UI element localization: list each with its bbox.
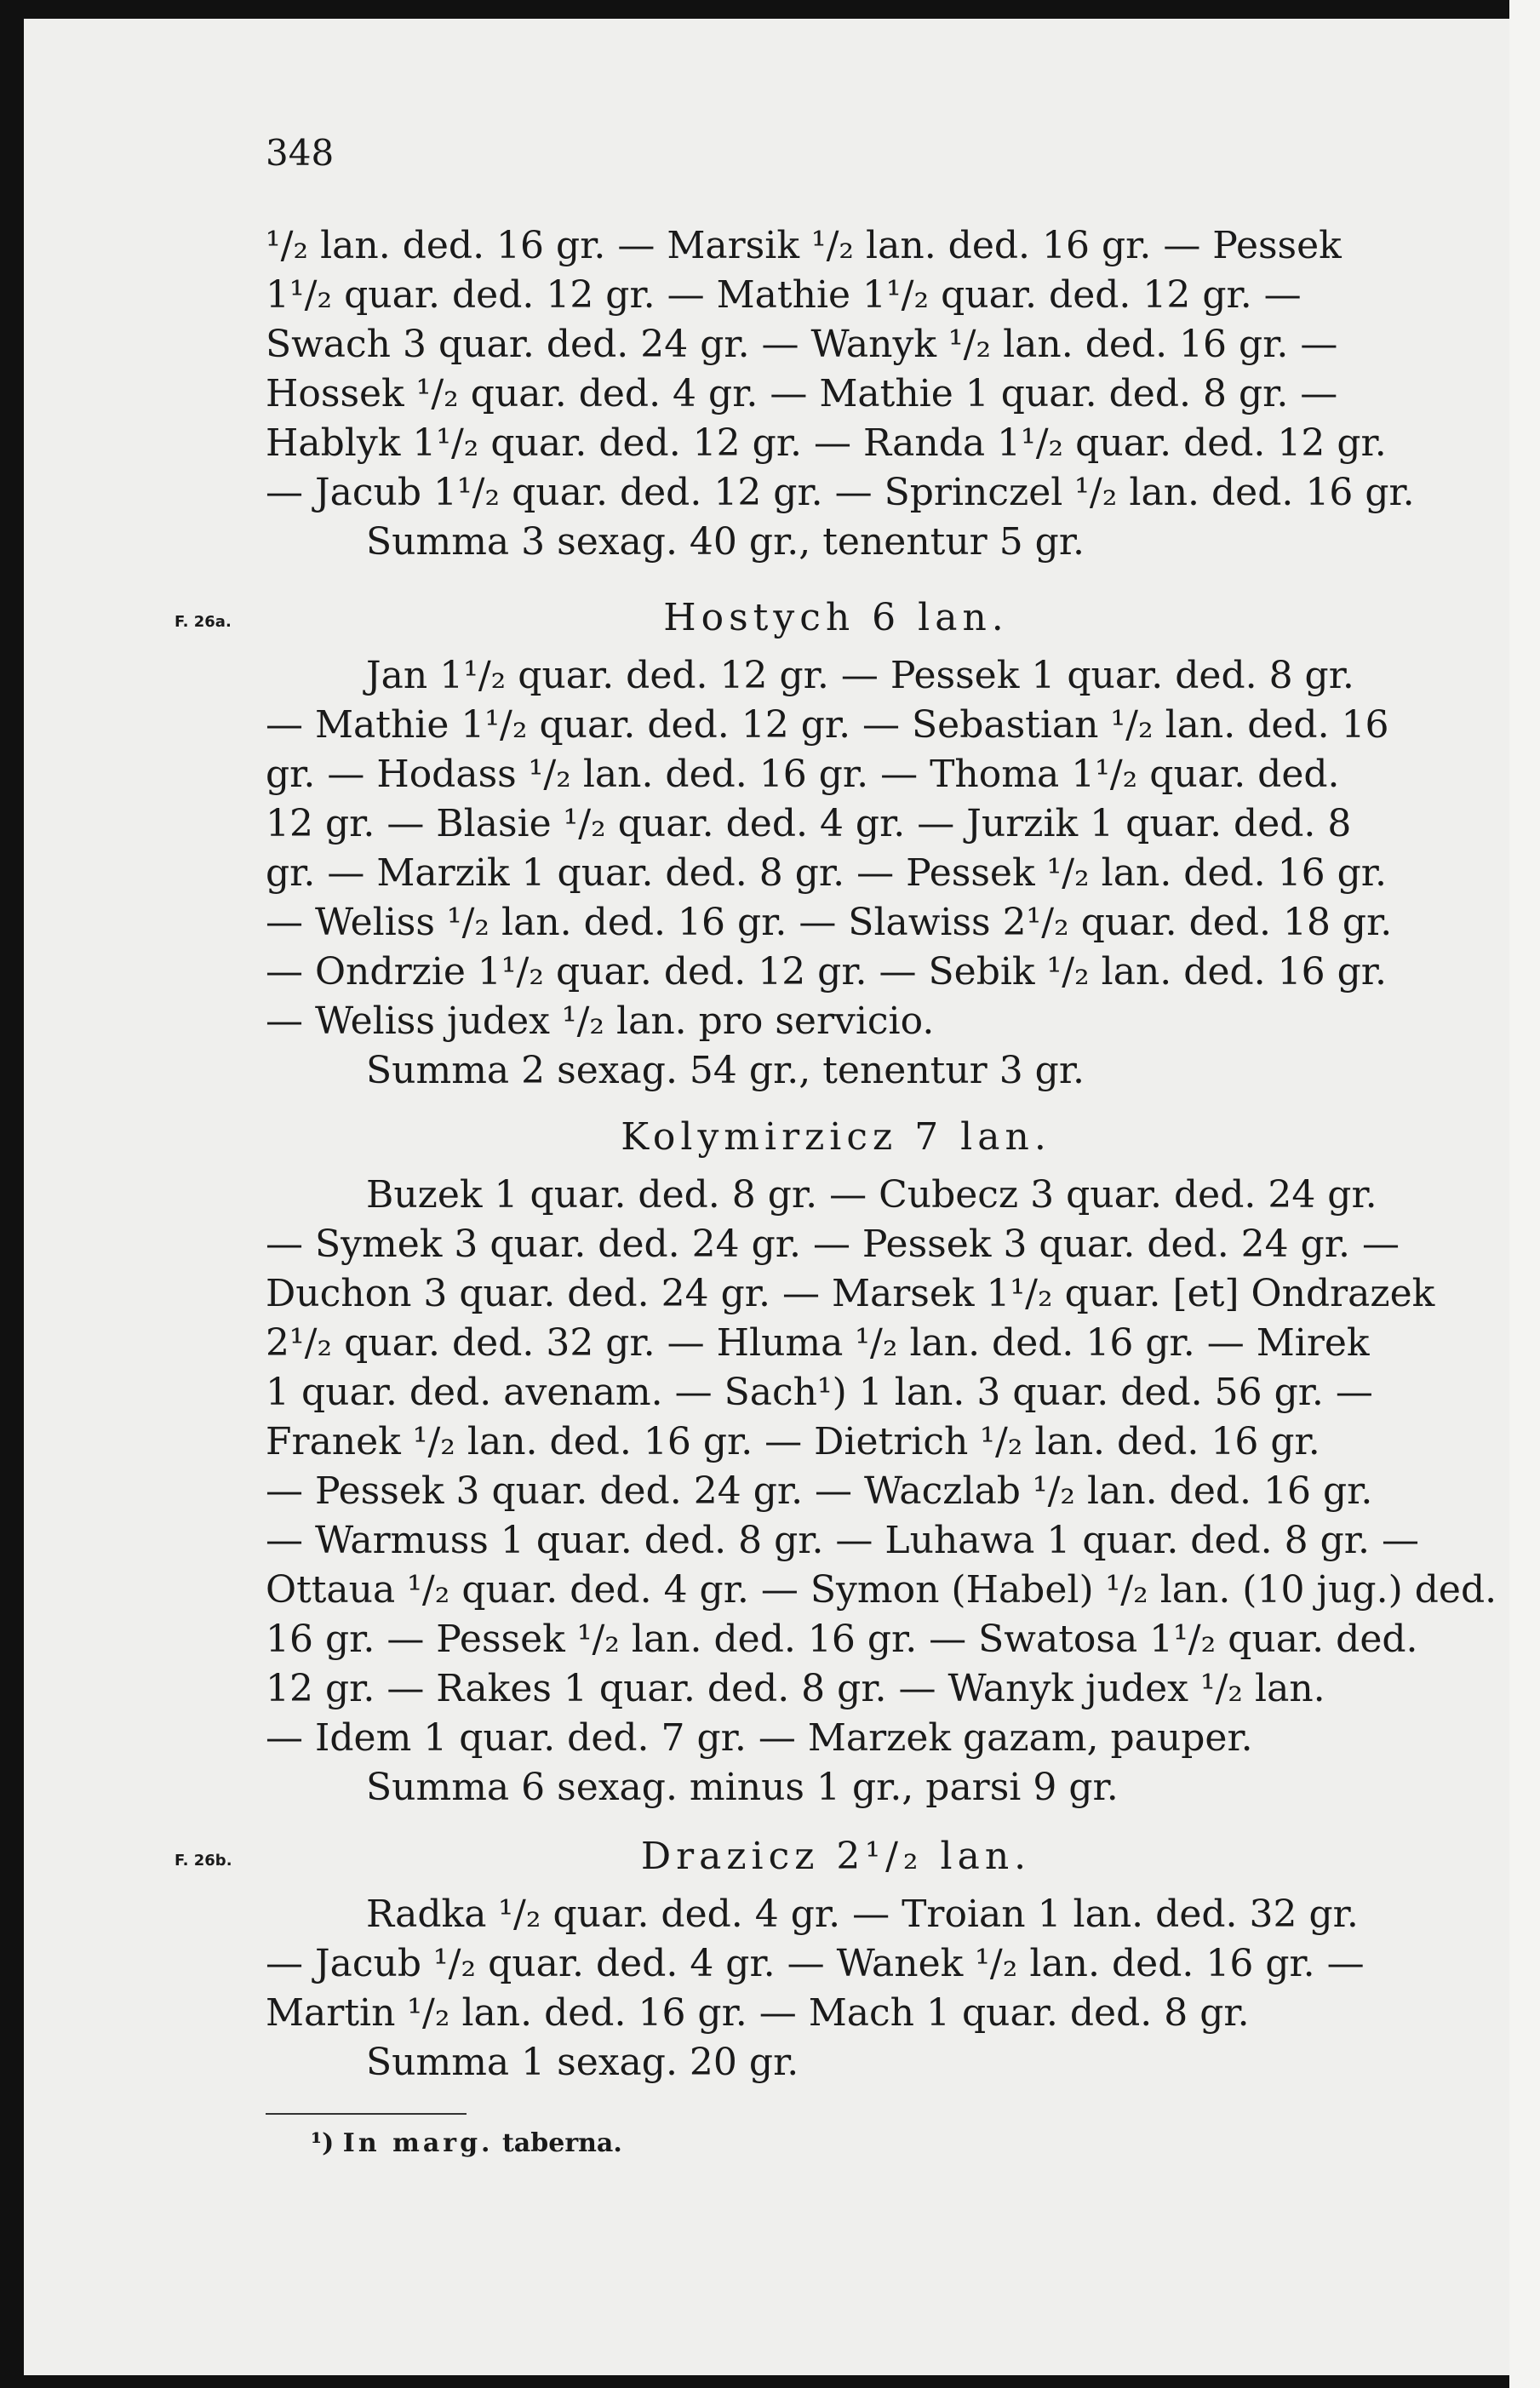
page-number: 348 [266,132,335,174]
text-line: Duchon 3 quar. ded. 24 gr. — Marsek 1¹/₂ quar. [et] Ondrazek [266,1272,1435,1315]
text-line: Buzek 1 quar. ded. 8 gr. — Cubecz 3 quar. ded. 24 gr. [366,1173,1377,1217]
text-line: — Mathie 1¹/₂ quar. ded. 12 gr. — Sebastian ¹/₂ lan. ded. 16 [266,703,1389,747]
text-line: 1¹/₂ quar. ded. 12 gr. — Mathie 1¹/₂ quar. ded. 12 gr. — [266,273,1302,317]
text-line: — Ondrzie 1¹/₂ quar. ded. 12 gr. — Sebik ¹/₂ lan. ded. 16 gr. [266,950,1387,994]
text-line: 16 gr. — Pessek ¹/₂ lan. ded. 16 gr. — Swatosa 1¹/₂ quar. ded. [266,1618,1418,1661]
text-line: Martin ¹/₂ lan. ded. 16 gr. — Mach 1 quar. ded. 8 gr. [266,1991,1250,2035]
page-edge [1509,0,1540,2388]
footnote-spaced-text: In marg. [342,2128,494,2158]
text-line: 12 gr. — Rakes 1 quar. ded. 8 gr. — Wanyk judex ¹/₂ lan. [266,1667,1325,1710]
text-line: 2¹/₂ quar. ded. 32 gr. — Hluma ¹/₂ lan. ded. 16 gr. — Mirek [266,1321,1370,1365]
summa-line: Summa 2 sexag. 54 gr., tenentur 3 gr. [366,1049,1085,1092]
text-line: — Jacub 1¹/₂ quar. ded. 12 gr. — Sprinczel ¹/₂ lan. ded. 16 gr. [266,471,1415,514]
footnote-marker: ¹) [311,2128,335,2158]
text-line: Hossek ¹/₂ quar. ded. 4 gr. — Mathie 1 quar. ded. 8 gr. — [266,372,1338,415]
text-line: 1 quar. ded. avenam. — Sach¹) 1 lan. 3 quar. ded. 56 gr. — [266,1371,1373,1414]
entry-block [266,1171,1497,1812]
folio-marker: F. 26b. [175,1852,232,1870]
text-line: — Weliss judex ¹/₂ lan. pro servicio. [266,999,935,1043]
text-line: Swach 3 quar. ded. 24 gr. — Wanyk ¹/₂ lan. ded. 16 gr. — [266,323,1338,366]
section-heading: Hostych 6 lan. [663,596,1009,639]
footnote-rule [266,2113,467,2115]
text-line: ¹/₂ lan. ded. 16 gr. — Marsik ¹/₂ lan. ded. 16 gr. — Pessek [266,224,1342,267]
text-line: Franek ¹/₂ lan. ded. 16 gr. — Dietrich ¹/₂ lan. ded. 16 gr. [266,1420,1320,1463]
text-line: — Idem 1 quar. ded. 7 gr. — Marzek gazam, pauper. [266,1716,1253,1760]
text-line: — Weliss ¹/₂ lan. ded. 16 gr. — Slawiss 2¹/₂ quar. ded. 18 gr. [266,901,1393,944]
summa-line: Summa 1 sexag. 20 gr. [366,2041,799,2084]
text-line: — Symek 3 quar. ded. 24 gr. — Pessek 3 quar. ded. 24 gr. — [266,1223,1400,1266]
text-line: Hablyk 1¹/₂ quar. ded. 12 gr. — Randa 1¹/₂ quar. ded. 12 gr. [266,421,1387,465]
text-line: Ottaua ¹/₂ quar. ded. 4 gr. — Symon (Habel) ¹/₂ lan. (10 jug.) ded. [266,1568,1497,1612]
footnote [311,2128,622,2158]
entry-block [266,1890,1406,2087]
text-line: Radka ¹/₂ quar. ded. 4 gr. — Troian 1 lan. ded. 32 gr. [366,1893,1359,1936]
section-heading: Drazicz 2¹/₂ lan. [640,1835,1032,1878]
summa-line: Summa 3 sexag. 40 gr., tenentur 5 gr. [366,520,1085,564]
summa-line: Summa 6 sexag. minus 1 gr., parsi 9 gr. [366,1766,1119,1809]
text-line: — Jacub ¹/₂ quar. ded. 4 gr. — Wanek ¹/₂ lan. ded. 16 gr. — [266,1942,1365,1985]
entry-block [266,651,1406,1096]
text-line: 12 gr. — Blasie ¹/₂ quar. ded. 4 gr. — Jurzik 1 quar. ded. 8 [266,802,1352,845]
section-heading: Kolymirzicz 7 lan. [621,1115,1051,1159]
text-line: gr. — Hodass ¹/₂ lan. ded. 16 gr. — Thoma 1¹/₂ quar. ded. [266,753,1340,796]
text-line: — Warmuss 1 quar. ded. 8 gr. — Luhawa 1 quar. ded. 8 gr. — [266,1519,1419,1562]
folio-marker: F. 26a. [175,613,232,631]
entry-block [266,221,1415,567]
text-line: gr. — Marzik 1 quar. ded. 8 gr. — Pessek ¹/₂ lan. ded. 16 gr. [266,851,1387,895]
footnote-text: taberna. [501,2128,622,2158]
text-line: — Pessek 3 quar. ded. 24 gr. — Waczlab ¹/₂ lan. ded. 16 gr. [266,1469,1373,1513]
text-line: Jan 1¹/₂ quar. ded. 12 gr. — Pessek 1 quar. ded. 8 gr. [366,654,1354,697]
